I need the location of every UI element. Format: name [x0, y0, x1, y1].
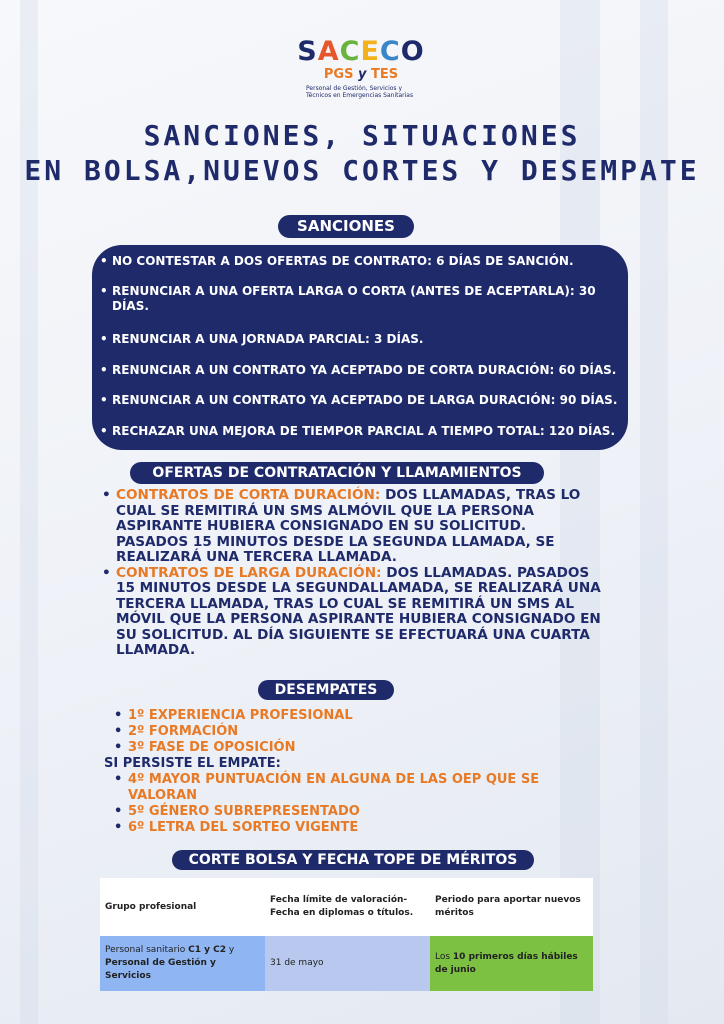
- sancion-item: • RENUNCIAR A UN CONTRATO YA ACEPTADO DE LARGA DURACIÓN: 90 DÍAS.: [100, 393, 618, 408]
- table-header-row: [100, 878, 593, 936]
- cell-text: Los: [435, 951, 453, 962]
- sancion-item: • RECHAZAR UNA MEJORA DE TIEMPOR PARCIAL A TIEMPO TOTAL: 120 DÍAS.: [100, 424, 618, 439]
- cell-text-bold: Personal de Gestión y Servicios: [105, 958, 216, 981]
- desempate-item: • 4º MAYOR PUNTUACIÓN EN ALGUNA DE LAS OEP QUE SE VALORAN: [114, 772, 584, 804]
- cell-text-bold: C1 y C2: [188, 945, 227, 955]
- oferta-item: [102, 488, 602, 566]
- desempate-item: • 1º EXPERIENCIA PROFESIONAL: [114, 708, 584, 724]
- ofertas-heading: OFERTAS DE CONTRATACIÓN Y LLAMAMIENTOS: [130, 462, 544, 484]
- logo-pgs: PGS: [323, 67, 354, 82]
- persiste-label: SI PERSISTE EL EMPATE:: [104, 756, 281, 771]
- desempate-list: [104, 708, 584, 756]
- meritos-table: [100, 878, 593, 991]
- desempates-section: [104, 708, 584, 836]
- saceco-logo: [296, 38, 426, 99]
- oferta-text: DOS LLAMADAS, TRAS LO CUAL SE REMITIRÁ UN SMS ALMÓVIL QUE LA PERSONA ASPIRANTE HUBIERA CONSIGNADO EN SU SOLICITUD. PASADOS 15 MINUTOS DESDE LA SEGUNDA LLAMADA, SE REALIZARÁ UNA TERCERA LLAMADA.: [116, 487, 581, 565]
- sancion-item: • RENUNCIAR A UNA OFERTA LARGA O CORTA (ANTES DE ACEPTARLA): 30 DÍAS.: [100, 284, 618, 314]
- oferta-text: DOS LLAMADAS. PASADOS 15 MINUTOS DESDE LA SEGUNDALLAMADA, SE REALIZARÁ UNA TERCERA LLAMADA, TRAS LO CUAL SE REMITIRÁ UN SMS AL MÓVIL QUE LA PERSONA ASPIRANTE HUBIERA CONSIGNADO EN SU SOLICITUD. AL DÍA SIGUIENTE SE EFECTUARÁ UNA CUARTA LLAMADA.: [116, 564, 601, 658]
- table-header-cell: Periodo para aportar nuevos méritos: [430, 878, 593, 936]
- cell-text: y: [226, 945, 235, 955]
- logo-subtitle: [296, 67, 426, 82]
- oferta-label: CONTRATOS DE LARGA DURACIÓN:: [116, 564, 382, 581]
- title-line: SANCIONES, SITUACIONES: [143, 119, 581, 152]
- table-header-cell: Grupo profesional: [100, 878, 265, 936]
- cell-text: Personal sanitario: [105, 945, 189, 955]
- desempate-item: • 3º FASE DE OPOSICIÓN: [114, 740, 584, 756]
- desempate-item: • 5º GÉNERO SUBREPRESENTADO: [114, 804, 584, 820]
- ofertas-list: [102, 488, 602, 659]
- desempate-item: • 2º FORMACIÓN: [114, 724, 584, 740]
- logo-desc-line: Técnicos en Emergencias Sanitarias: [306, 92, 414, 99]
- cell-text-bold: 10 primeros días hábiles de junio: [435, 951, 578, 975]
- sancion-item: • RENUNCIAR A UNA JORNADA PARCIAL: 3 DÍAS.: [100, 332, 618, 347]
- table-cell-fecha: 31 de mayo: [265, 936, 430, 991]
- corte-heading: CORTE BOLSA Y FECHA TOPE DE MÉRITOS: [172, 850, 534, 870]
- table-row: [100, 936, 593, 991]
- sancion-item: • NO CONTESTAR A DOS OFERTAS DE CONTRATO: 6 DÍAS DE SANCIÓN.: [100, 254, 618, 269]
- sanciones-heading: SANCIONES: [278, 215, 414, 238]
- title-line: EN BOLSA,NUEVOS CORTES Y DESEMPATE: [24, 154, 700, 187]
- logo-tes: TES: [370, 67, 399, 82]
- logo-y: y: [357, 67, 367, 82]
- sanciones-box: [92, 245, 628, 450]
- oferta-label: CONTRATOS DE CORTA DURACIÓN:: [116, 487, 381, 503]
- desempate-list: [104, 772, 584, 836]
- table-header-cell: Fecha límite de valoración-Fecha en diplomas o títulos.: [265, 878, 430, 936]
- logo-description: [296, 85, 426, 99]
- logo-wordmark: SACECO: [297, 36, 425, 67]
- sancion-item: • RENUNCIAR A UN CONTRATO YA ACEPTADO DE CORTA DURACIÓN: 60 DÍAS.: [100, 363, 618, 378]
- desempates-heading: DESEMPATES: [258, 680, 394, 700]
- table-cell-periodo: [430, 936, 593, 991]
- logo-desc-line: Personal de Gestión, Servicios y: [306, 85, 402, 92]
- desempate-item: • 6º LETRA DEL SORTEO VIGENTE: [114, 820, 584, 836]
- table-cell-grupo: [100, 936, 265, 991]
- oferta-item: [102, 566, 602, 659]
- page-title: [0, 118, 724, 188]
